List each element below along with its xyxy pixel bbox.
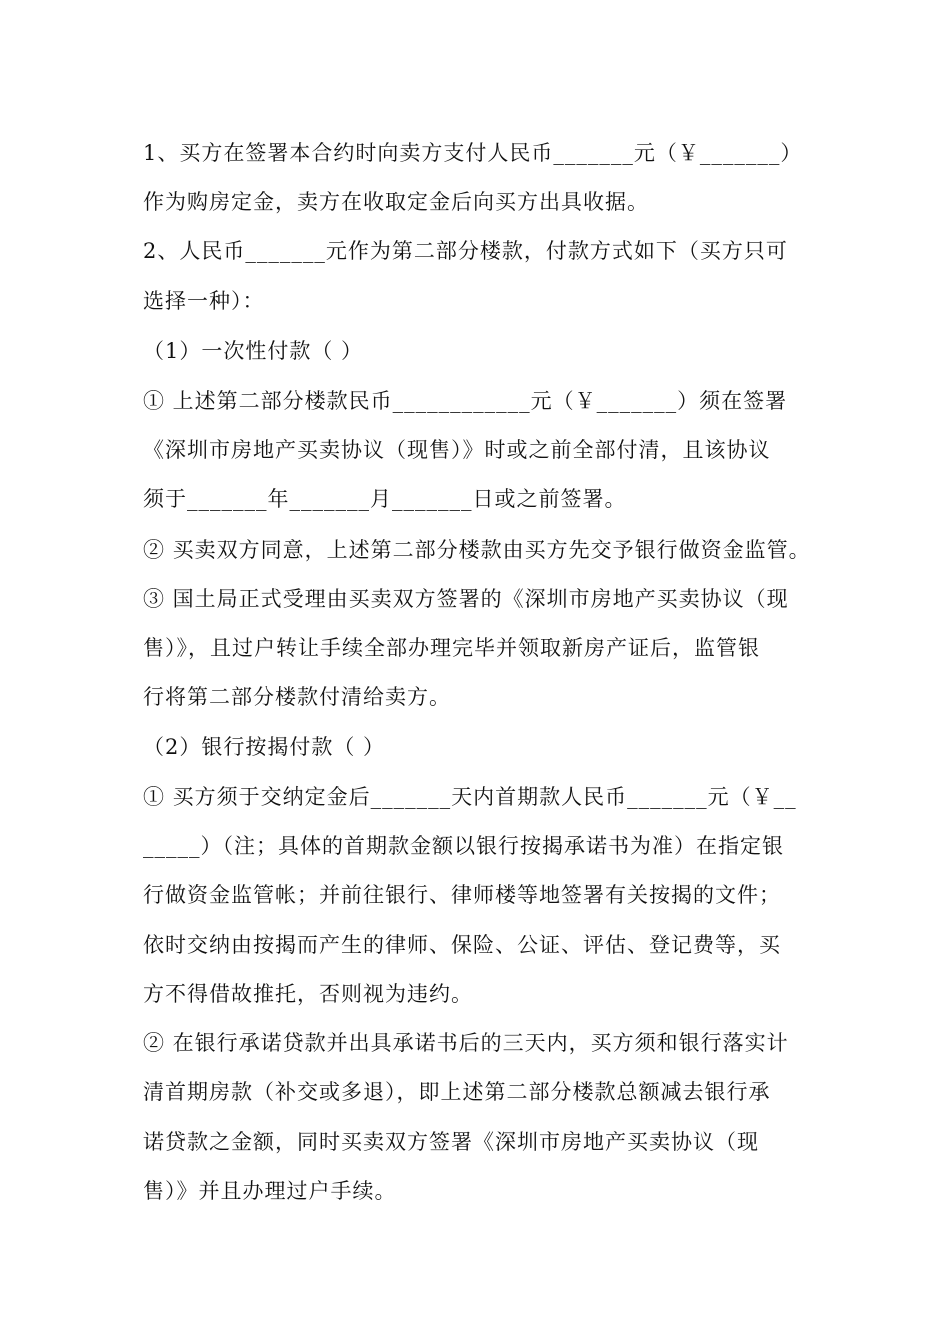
text-line: 清首期房款（补交或多退），即上述第二部分楼款总额减去银行承 — [143, 1080, 771, 1104]
text-line: 选择一种）： — [143, 289, 265, 313]
text-line: （1）一次性付款（ ） — [143, 339, 364, 363]
text-line: ② 在银行承诺贷款并出具承诺书后的三天内，买方须和银行落实计 — [143, 1031, 789, 1055]
text-line: 1、买方在签署本合约时向卖方支付人民币_______元（￥_______） — [143, 141, 803, 165]
text-line: 《深圳市房地产买卖协议（现售）》时或之前全部付清，且该协议 — [143, 438, 771, 462]
text-line: 依时交纳由按揭而产生的律师、保险、公证、评估、登记费等，买 — [143, 933, 781, 957]
text-line: 2、人民币_______元作为第二部分楼款，付款方式如下（买方只可 — [143, 239, 788, 263]
text-line: 售）》并且办理过户手续。 — [143, 1179, 397, 1203]
text-line: ② 买卖双方同意，上述第二部分楼款由买方先交予银行做资金监管。 — [143, 538, 811, 562]
text-line: 售）》，且过户转让手续全部办理完毕并领取新房产证后，监管银 — [143, 636, 760, 660]
text-line: _____）（注；具体的首期款金额以银行按揭承诺书为准）在指定银 — [143, 834, 784, 858]
text-line: 诺贷款之金额，同时买卖双方签署《深圳市房地产买卖协议（现 — [143, 1130, 759, 1154]
text-line: ① 上述第二部分楼款民币____________元（￥_______）须在签署 — [143, 389, 788, 413]
text-line: ① 买方须于交纳定金后_______天内首期款人民币_______元（￥__ — [143, 785, 797, 809]
text-line: ③ 国土局正式受理由买卖双方签署的《深圳市房地产买卖协议（现 — [143, 587, 789, 611]
text-line: （2）银行按揭付款（ ） — [143, 735, 386, 759]
text-line: 须于_______年_______月_______日或之前签署。 — [143, 487, 627, 511]
text-line: 行将第二部分楼款付清给卖方。 — [143, 685, 451, 709]
text-line: 方不得借故推托，否则视为违约。 — [143, 982, 473, 1006]
text-line: 作为购房定金，卖方在收取定金后向买方出具收据。 — [143, 190, 649, 214]
text-line: 行做资金监管帐；并前往银行、律师楼等地签署有关按揭的文件； — [143, 883, 781, 907]
